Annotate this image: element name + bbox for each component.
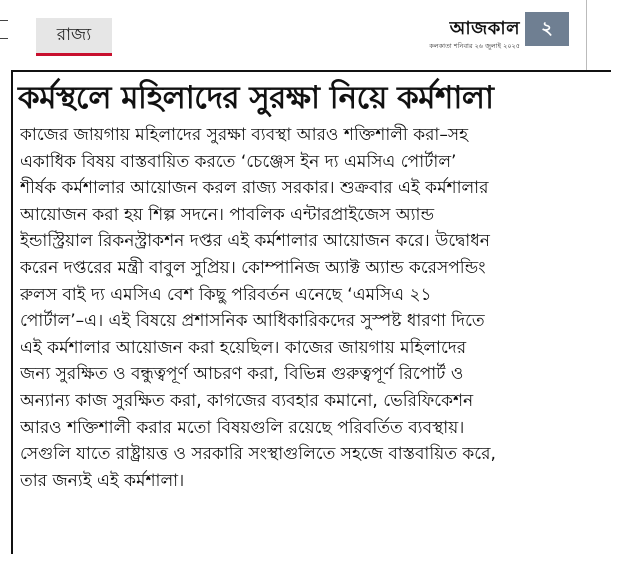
masthead: [420, 14, 520, 54]
body-line: তার জন্যই এই কর্মশালা।: [20, 470, 185, 491]
body-line: আয়োজন করা হয় শিল্প সদনে। পাবলিক এন্টারপ্রাইজেস অ্যান্ড: [20, 204, 435, 225]
page-number: ২: [525, 12, 569, 46]
article-headline: কর্মস্থলে মহিলাদের সুরক্ষা নিয়ে কর্মশালা: [18, 80, 494, 116]
body-line: অন্যান্য কাজ সুরক্ষিত করা, কাগজের ব্যবহার কমানো, ভেরিফিকেশন: [20, 390, 474, 411]
section-label: রাজ্য: [36, 18, 112, 56]
crop-mark: [0, 38, 8, 39]
body-line: জন্য সুরক্ষিত ও বন্ধুত্বপূর্ণ আচরণ করা, বিভিন্ন গুরুত্বপূর্ণ রিপোর্ট ও: [20, 364, 464, 385]
article-body: [20, 122, 618, 494]
body-line: রুলস বাই দ্য এমসিএ বেশ কিছু পরিবর্তন এনেছে ‘এমসিএ ২১: [20, 284, 432, 305]
divider: [586, 0, 587, 72]
article-frame-top: [11, 70, 611, 72]
article-frame-left: [11, 70, 13, 554]
body-line: এই কর্মশালার আয়োজন করা হয়েছিল। কাজের জায়গায় মহিলাদের: [20, 337, 467, 358]
body-line: শীর্ষক কর্মশালার আয়োজন করল রাজ্য সরকার। শুক্রবার এই কর্মশালার: [20, 178, 489, 199]
body-line: ইন্ডাস্ট্রিয়াল রিকনস্ট্রাকশন দপ্তর এই কর্মশালার আয়োজন করে। উদ্বোধন: [20, 231, 490, 252]
dateline: কলকাতা শনিবার ২৬ জুলাই ২০২৫: [429, 42, 520, 50]
body-line: করেন দপ্তরের মন্ত্রী বাবুল সুপ্রিয়। কোম্পানিজ অ্যাক্ট অ্যান্ড করেসপন্ডিং: [20, 257, 486, 278]
newspaper-logo: আজকাল: [449, 18, 520, 39]
body-line: পোর্টাল’–এ। এই বিষয়ে প্রশাসনিক আধিকারিকদের সুস্পষ্ট ধারণা দিতে: [20, 311, 485, 332]
body-line: আরও শক্তিশালী করার মতো বিষয়গুলি রয়েছে পরিবর্তিত ব্যবস্থায়।: [20, 417, 465, 438]
crop-mark: [0, 20, 8, 21]
body-line: কাজের জায়গায় মহিলাদের সুরক্ষা ব্যবস্থা আরও শক্তিশালী করা–সহ: [20, 125, 469, 145]
body-line: সেগুলি যাতে রাষ্ট্রায়ত্ত ও সরকারি সংস্থাগুলিতে সহজে বাস্তবায়িত করে,: [20, 444, 496, 465]
body-line: একাধিক বিষয় বাস্তবায়িত করতে ‘চেঞ্জেস ইন দ্য এমসিএ পোর্টাল’: [20, 151, 457, 172]
